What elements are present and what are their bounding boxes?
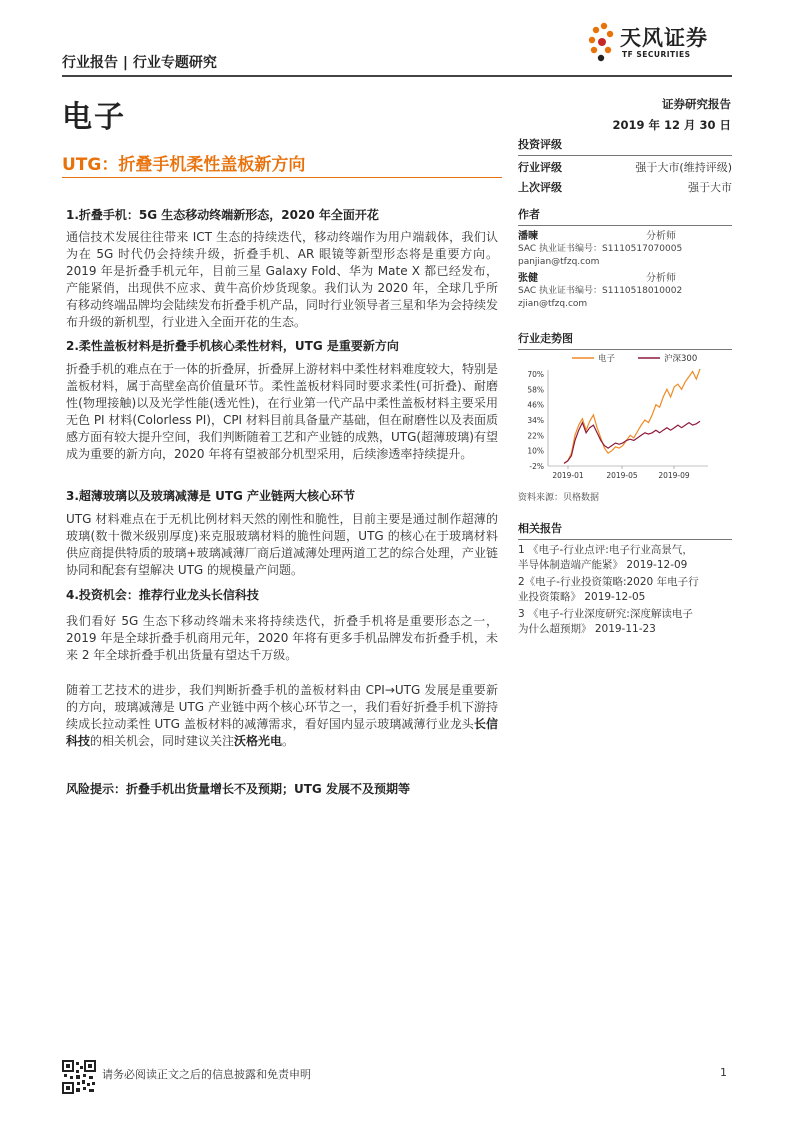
trend-chart xyxy=(518,350,732,485)
related-report-line: 1 《电子-行业点评:电子行业高景气， xyxy=(518,544,693,556)
title-underline xyxy=(62,177,502,178)
rating-value: 强于大市 xyxy=(688,181,732,194)
y-tick-label: 70% xyxy=(527,370,544,379)
risk-warning: 风险提示：折叠手机出货量增长不及预期；UTG 发展不及预期等 xyxy=(66,782,410,796)
section-4-text: 我们看好 5G 生态下移动终端未来将持续迭代，折叠手机将是重要形态之一，2019 年是全球折叠手机商用元年，2020 年将有更多手机品牌发布折叠手机，未来 2 年全球折叠手机出货量有望达千万级。 xyxy=(66,614,498,662)
author-cert: SAC 执业证书编号：S1110517070005 xyxy=(518,244,683,254)
series-line-electronics xyxy=(564,369,700,464)
author-email[interactable]: panjian@tfzq.com xyxy=(518,257,600,267)
related-report-2[interactable] xyxy=(518,575,732,605)
y-tick-label: 46% xyxy=(527,400,544,410)
logo-mark-icon xyxy=(589,23,613,61)
related-divider xyxy=(518,539,732,540)
qr-code-icon xyxy=(62,1060,96,1094)
company-woge: 沃格光电 xyxy=(234,734,283,748)
related-report-line: 2《电子-行业投资策略:2020 年电子行 xyxy=(518,576,699,588)
rating-key: 行业评级 xyxy=(518,161,562,174)
author-name: 潘暕 xyxy=(518,231,538,242)
x-tick-label: 2019-05 xyxy=(606,471,638,480)
section-3-text: UTG 材料难点在于无机比例材料天然的刚性和脆性，目前主要是通过制作超薄的玻璃(数十微米级别厚度)来克服玻璃材料的脆性问题，UTG 的核心在于玻璃材料供应商提供特质的玻璃+玻璃减薄厂商后道减薄处理两道工艺的综合处理，产业链协同和配套有望解决 UTG 的规模量产问题。 xyxy=(66,512,498,577)
logo-text-en: TF SECURITIES xyxy=(622,50,691,59)
related-heading: 相关报告 xyxy=(518,522,562,535)
y-tick-label: 34% xyxy=(527,416,544,425)
legend-label: 沪深300 xyxy=(664,354,698,364)
trend-block xyxy=(518,330,732,350)
legend-label: 电子 xyxy=(598,354,616,364)
sector-title: 电子 xyxy=(62,100,126,135)
author-divider xyxy=(518,225,732,226)
related-report-1[interactable] xyxy=(518,543,732,573)
x-tick-label: 2019-01 xyxy=(552,471,584,480)
author-heading: 作者 xyxy=(518,208,540,221)
author-block xyxy=(518,206,732,311)
section-4-text-2 xyxy=(66,682,498,750)
x-tick-label: 2019-09 xyxy=(658,471,690,480)
report-category: 行业报告 | 行业专题研究 xyxy=(62,55,217,71)
company-changxin: 长信科技 xyxy=(66,717,498,748)
related-report-line: 业投资策略》 2019-12-05 xyxy=(518,591,646,603)
report-title: UTG：折叠手机柔性盖板新方向 xyxy=(62,155,306,175)
trend-heading: 行业走势图 xyxy=(518,332,573,345)
related-block xyxy=(518,520,732,637)
rating-block xyxy=(518,136,732,198)
rating-value: 强于大市(维持评级) xyxy=(635,161,732,174)
footer-disclaimer: 请务必阅读正文之后的信息披露和免责申明 xyxy=(102,1068,311,1081)
section-1-heading: 1.折叠手机：5G 生态移动终端新形态，2020 年全面开花 xyxy=(66,208,379,222)
rating-heading: 投资评级 xyxy=(518,138,562,151)
page-number: 1 xyxy=(720,1066,727,1079)
section-1-text: 通信技术发展往往带来 ICT 生态的持续迭代，移动终端作为用户端载体，我们认为在 5G 时代仍会持续升级，折叠手机、AR 眼镜等新型形态将是重要方向。2019 年是折叠手机元年，目前三星 Galaxy Fold、华为 Mate X 都已经发布，产能紧俏，出现供不应求、黄牛高价炒货现象。我们认为 2020 年，全球几乎所有移动终端品牌均会陆续发布折叠手机产品，同时行业领导者三星和华为会持续发布升级的新机型，行业进入全面开花的生态。 xyxy=(66,230,499,329)
y-tick-label: 58% xyxy=(527,385,544,395)
section-4-text-2e: 。 xyxy=(282,734,295,748)
section-4-text-2c: 的相关机会，同时建议关注 xyxy=(90,734,235,748)
rating-divider xyxy=(518,155,732,156)
section-4-text-2a: 随着工艺技术的进步，我们判断折叠手机的盖板材料由 CPI→UTG 发展是重要新的方向，玻璃减薄是 UTG 产业链中两个核心环节之一，我们看好折叠手机下游持续成长拉动柔性 UTG 盖板材料的减薄需求，看好国内显示玻璃减薄行业龙头 xyxy=(66,683,498,731)
rating-row-industry xyxy=(518,158,732,178)
y-tick-label: 22% xyxy=(527,431,544,441)
author-role: 分析师 xyxy=(646,273,676,284)
logo-text-cn: 天风证券 xyxy=(620,26,708,50)
report-date: 2019 年 12 月 30 日 xyxy=(612,118,731,132)
author-role: 分析师 xyxy=(646,231,676,242)
author-1 xyxy=(518,230,732,269)
related-report-line: 半导体制造端产能紧》 2019-12-09 xyxy=(518,559,688,571)
series-line-csi300 xyxy=(564,421,700,463)
y-tick-label: -2% xyxy=(529,462,544,471)
section-2-heading: 2.柔性盖板材料是折叠手机核心柔性材料，UTG 是重要新方向 xyxy=(66,339,399,353)
section-4-heading: 4.投资机会：推荐行业龙头长信科技 xyxy=(66,588,259,602)
author-cert: SAC 执业证书编号：S1110518010002 xyxy=(518,286,683,296)
related-report-3[interactable] xyxy=(518,607,732,637)
rating-row-previous xyxy=(518,178,732,198)
related-report-line: 3 《电子-行业深度研究:深度解读电子 xyxy=(518,608,693,620)
author-email[interactable]: zjian@tfzq.com xyxy=(518,299,588,309)
chart-source: 资料来源：贝格数据 xyxy=(518,493,600,503)
related-report-line: 为什么超预期》 2019-11-23 xyxy=(518,623,656,635)
section-3-heading: 3.超薄玻璃以及玻璃减薄是 UTG 产业链两大核心环节 xyxy=(66,489,356,503)
report-type: 证券研究报告 xyxy=(662,97,731,111)
author-2 xyxy=(518,272,732,311)
y-tick-label: 10% xyxy=(527,446,544,456)
rating-key: 上次评级 xyxy=(518,181,562,194)
author-name: 张健 xyxy=(518,273,538,284)
header-divider xyxy=(62,75,732,77)
section-2-text: 折叠手机的难点在于一体的折叠屏，折叠屏上游材料中柔性材料难度较大，特别是盖板材料，属于高壁垒高价值量环节。柔性盖板材料同时要求柔性(可折叠)、耐磨性(物理接触)以及光学性能(透光性)，在行业第一代产品中柔性盖板材料主要采用无色 PI 材料(Colorless PI)，CPI 材料目前具备量产基础，但在耐磨性以及表面质感方面有较大提升空间，我们判断随着工艺和产业链的成熟，UTG(超薄玻璃)有望成为重要的新方向，2020 年将有望被部分机型采用，后续渗透率持续提升。 xyxy=(66,362,499,461)
